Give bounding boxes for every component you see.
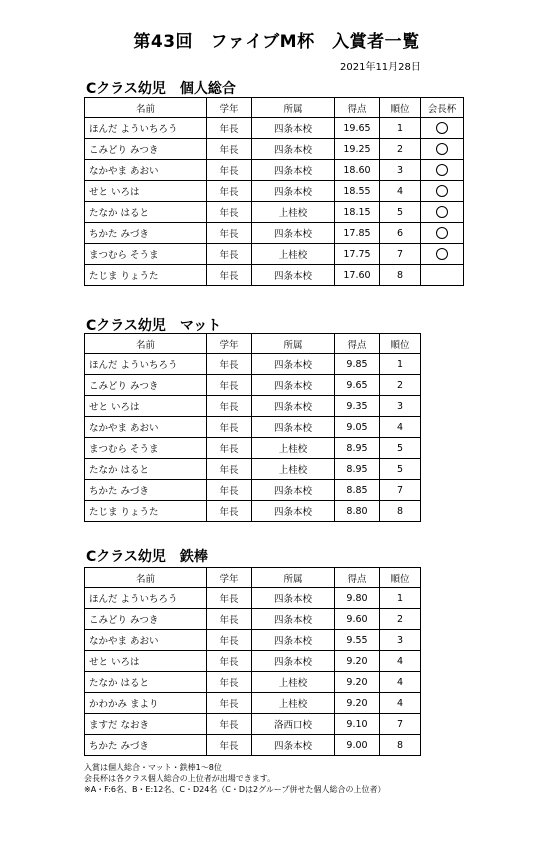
cell-grade: 年長 (207, 630, 252, 651)
cell-school: 四条本校 (252, 651, 335, 672)
cell-grade: 年長 (207, 609, 252, 630)
cell-score: 8.85 (335, 480, 380, 501)
cell-grade: 年長 (207, 672, 252, 693)
header-rank: 順位 (380, 568, 421, 588)
cell-rank: 3 (380, 396, 421, 417)
document-date: 2021年11月28日 (340, 62, 421, 73)
cell-name: たなか はると (85, 202, 207, 223)
header-grade: 学年 (207, 334, 252, 354)
cell-grade: 年長 (207, 375, 252, 396)
table-row (85, 588, 421, 609)
table-row (85, 139, 464, 160)
cell-rank: 8 (380, 501, 421, 522)
cell-name: なかやま あおい (85, 630, 207, 651)
cell-rank: 4 (380, 181, 421, 202)
cell-school: 上桂校 (252, 672, 335, 693)
cell-rank: 2 (380, 139, 421, 160)
table-row (85, 375, 421, 396)
cell-score: 9.20 (335, 672, 380, 693)
cell-grade: 年長 (207, 223, 252, 244)
cell-name: まつむら そうま (85, 244, 207, 265)
results-table-all-around (84, 97, 464, 286)
cell-school: 四条本校 (252, 480, 335, 501)
cell-score: 9.65 (335, 375, 380, 396)
header-grade: 学年 (207, 98, 252, 118)
cell-cup (421, 181, 464, 202)
cell-score: 9.20 (335, 651, 380, 672)
cell-score: 9.35 (335, 396, 380, 417)
cell-name: こみどり みつき (85, 609, 207, 630)
table-row (85, 630, 421, 651)
cell-score: 18.60 (335, 160, 380, 181)
cell-school: 四条本校 (252, 501, 335, 522)
circle-mark-icon (436, 143, 448, 155)
cell-score: 9.85 (335, 354, 380, 375)
footnote-line: 会長杯は各クラス個人総合の上位者が出場できます。 (84, 774, 276, 783)
header-score: 得点 (335, 98, 380, 118)
circle-mark-icon (436, 206, 448, 218)
cell-grade: 年長 (207, 354, 252, 375)
cell-name: こみどり みつき (85, 375, 207, 396)
section-title-all-around: Cクラス幼児 個人総合 (86, 81, 236, 97)
cell-cup (421, 118, 464, 139)
cell-grade: 年長 (207, 118, 252, 139)
cell-school: 四条本校 (252, 375, 335, 396)
cell-rank: 5 (380, 459, 421, 480)
cell-rank: 2 (380, 375, 421, 396)
cell-rank: 1 (380, 118, 421, 139)
cell-rank: 3 (380, 630, 421, 651)
cell-grade: 年長 (207, 160, 252, 181)
cell-grade: 年長 (207, 396, 252, 417)
header-school: 所属 (252, 98, 335, 118)
cell-school: 四条本校 (252, 417, 335, 438)
table-row (85, 202, 464, 223)
table-row (85, 480, 421, 501)
table-body (85, 588, 421, 756)
footnote-line: ※A・F:6名、B・E:12名、C・D24名（C・Dは2グループ併せた個人総合の上位者） (84, 785, 386, 794)
cell-score: 8.95 (335, 459, 380, 480)
table-row (85, 714, 421, 735)
cell-name: ちかた みづき (85, 223, 207, 244)
table-header-row (85, 568, 421, 588)
cell-name: なかやま あおい (85, 160, 207, 181)
cell-score: 9.55 (335, 630, 380, 651)
cell-name: なかやま あおい (85, 417, 207, 438)
circle-mark-icon (436, 248, 448, 260)
table-row (85, 244, 464, 265)
cell-name: かわかみ まより (85, 693, 207, 714)
cell-rank: 3 (380, 160, 421, 181)
cell-name: ほんだ よういちろう (85, 118, 207, 139)
cell-score: 17.75 (335, 244, 380, 265)
cell-grade: 年長 (207, 501, 252, 522)
cell-score: 9.20 (335, 693, 380, 714)
table-row (85, 609, 421, 630)
cell-name: せと いろは (85, 396, 207, 417)
cell-school: 上桂校 (252, 202, 335, 223)
cell-score: 17.85 (335, 223, 380, 244)
cell-score: 9.05 (335, 417, 380, 438)
cell-school: 四条本校 (252, 181, 335, 202)
cell-rank: 7 (380, 714, 421, 735)
cell-school: 四条本校 (252, 118, 335, 139)
header-name: 名前 (85, 568, 207, 588)
header-school: 所属 (252, 568, 335, 588)
cell-score: 9.60 (335, 609, 380, 630)
circle-mark-icon (436, 185, 448, 197)
cell-name: せと いろは (85, 181, 207, 202)
table-row (85, 396, 421, 417)
cell-school: 四条本校 (252, 139, 335, 160)
table-body (85, 354, 421, 522)
cell-name: たじま りょうた (85, 501, 207, 522)
cell-school: 四条本校 (252, 735, 335, 756)
cell-school: 上桂校 (252, 438, 335, 459)
cell-name: ちかた みづき (85, 480, 207, 501)
cell-name: こみどり みつき (85, 139, 207, 160)
cell-cup (421, 202, 464, 223)
cell-school: 四条本校 (252, 396, 335, 417)
cell-score: 19.25 (335, 139, 380, 160)
cell-rank: 7 (380, 480, 421, 501)
cell-grade: 年長 (207, 417, 252, 438)
cell-grade: 年長 (207, 714, 252, 735)
cell-name: せと いろは (85, 651, 207, 672)
cell-grade: 年長 (207, 735, 252, 756)
cell-school: 四条本校 (252, 265, 335, 286)
cell-name: ますだ なおき (85, 714, 207, 735)
cell-rank: 2 (380, 609, 421, 630)
cell-grade: 年長 (207, 651, 252, 672)
cell-school: 四条本校 (252, 609, 335, 630)
circle-mark-icon (436, 122, 448, 134)
cell-cup (421, 160, 464, 181)
header-score: 得点 (335, 334, 380, 354)
document-title: 第43回 ファイブM杯 入賞者一覧 (133, 32, 420, 52)
table-row (85, 459, 421, 480)
table-row (85, 160, 464, 181)
table-row (85, 672, 421, 693)
cell-name: たじま りょうた (85, 265, 207, 286)
table-row (85, 265, 464, 286)
cell-rank: 1 (380, 588, 421, 609)
cell-rank: 1 (380, 354, 421, 375)
header-school: 所属 (252, 334, 335, 354)
cell-score: 9.10 (335, 714, 380, 735)
header-grade: 学年 (207, 568, 252, 588)
cell-rank: 6 (380, 223, 421, 244)
cell-school: 上桂校 (252, 459, 335, 480)
section-title-bar: Cクラス幼児 鉄棒 (86, 549, 208, 565)
cell-school: 四条本校 (252, 588, 335, 609)
cell-grade: 年長 (207, 438, 252, 459)
cell-name: ほんだ よういちろう (85, 354, 207, 375)
cell-rank: 4 (380, 651, 421, 672)
cell-rank: 8 (380, 735, 421, 756)
cell-cup (421, 223, 464, 244)
header-score: 得点 (335, 568, 380, 588)
cell-cup (421, 139, 464, 160)
cell-name: たなか はると (85, 459, 207, 480)
table-row (85, 735, 421, 756)
cell-score: 17.60 (335, 265, 380, 286)
cell-grade: 年長 (207, 181, 252, 202)
cell-school: 四条本校 (252, 223, 335, 244)
table-body (85, 118, 464, 286)
header-rank: 順位 (380, 98, 421, 118)
cell-grade: 年長 (207, 265, 252, 286)
table-row (85, 223, 464, 244)
cell-score: 8.80 (335, 501, 380, 522)
header-cup: 会長杯 (421, 98, 464, 118)
header-name: 名前 (85, 98, 207, 118)
cell-school: 四条本校 (252, 630, 335, 651)
cell-rank: 8 (380, 265, 421, 286)
table-row (85, 438, 421, 459)
cell-grade: 年長 (207, 202, 252, 223)
cell-school: 四条本校 (252, 160, 335, 181)
cell-rank: 4 (380, 672, 421, 693)
cell-rank: 4 (380, 417, 421, 438)
cell-grade: 年長 (207, 459, 252, 480)
footnotes (84, 762, 385, 795)
table-header-row (85, 334, 421, 354)
table-row (85, 501, 421, 522)
footnote-line: 入賞は個人総合・マット・鉄棒1～8位 (84, 763, 222, 772)
cell-name: ちかた みづき (85, 735, 207, 756)
table-row (85, 118, 464, 139)
cell-rank: 5 (380, 202, 421, 223)
circle-mark-icon (436, 164, 448, 176)
cell-score: 19.65 (335, 118, 380, 139)
results-table-bar (84, 567, 421, 756)
cell-school: 上桂校 (252, 693, 335, 714)
cell-cup (421, 265, 464, 286)
cell-cup (421, 244, 464, 265)
table-row (85, 354, 421, 375)
cell-school: 洛西口校 (252, 714, 335, 735)
cell-grade: 年長 (207, 480, 252, 501)
cell-school: 上桂校 (252, 244, 335, 265)
section-title-mat: Cクラス幼児 マット (86, 318, 222, 334)
cell-score: 9.00 (335, 735, 380, 756)
cell-rank: 7 (380, 244, 421, 265)
cell-grade: 年長 (207, 588, 252, 609)
cell-rank: 5 (380, 438, 421, 459)
cell-name: たなか はると (85, 672, 207, 693)
table-row (85, 181, 464, 202)
table-header-row (85, 98, 464, 118)
header-name: 名前 (85, 334, 207, 354)
cell-rank: 4 (380, 693, 421, 714)
cell-grade: 年長 (207, 244, 252, 265)
table-row (85, 693, 421, 714)
table-row (85, 651, 421, 672)
cell-grade: 年長 (207, 693, 252, 714)
cell-school: 四条本校 (252, 354, 335, 375)
results-table-mat (84, 333, 421, 522)
cell-grade: 年長 (207, 139, 252, 160)
cell-name: ほんだ よういちろう (85, 588, 207, 609)
header-rank: 順位 (380, 334, 421, 354)
cell-score: 18.55 (335, 181, 380, 202)
cell-score: 8.95 (335, 438, 380, 459)
cell-score: 9.80 (335, 588, 380, 609)
circle-mark-icon (436, 227, 448, 239)
cell-name: まつむら そうま (85, 438, 207, 459)
cell-score: 18.15 (335, 202, 380, 223)
table-row (85, 417, 421, 438)
